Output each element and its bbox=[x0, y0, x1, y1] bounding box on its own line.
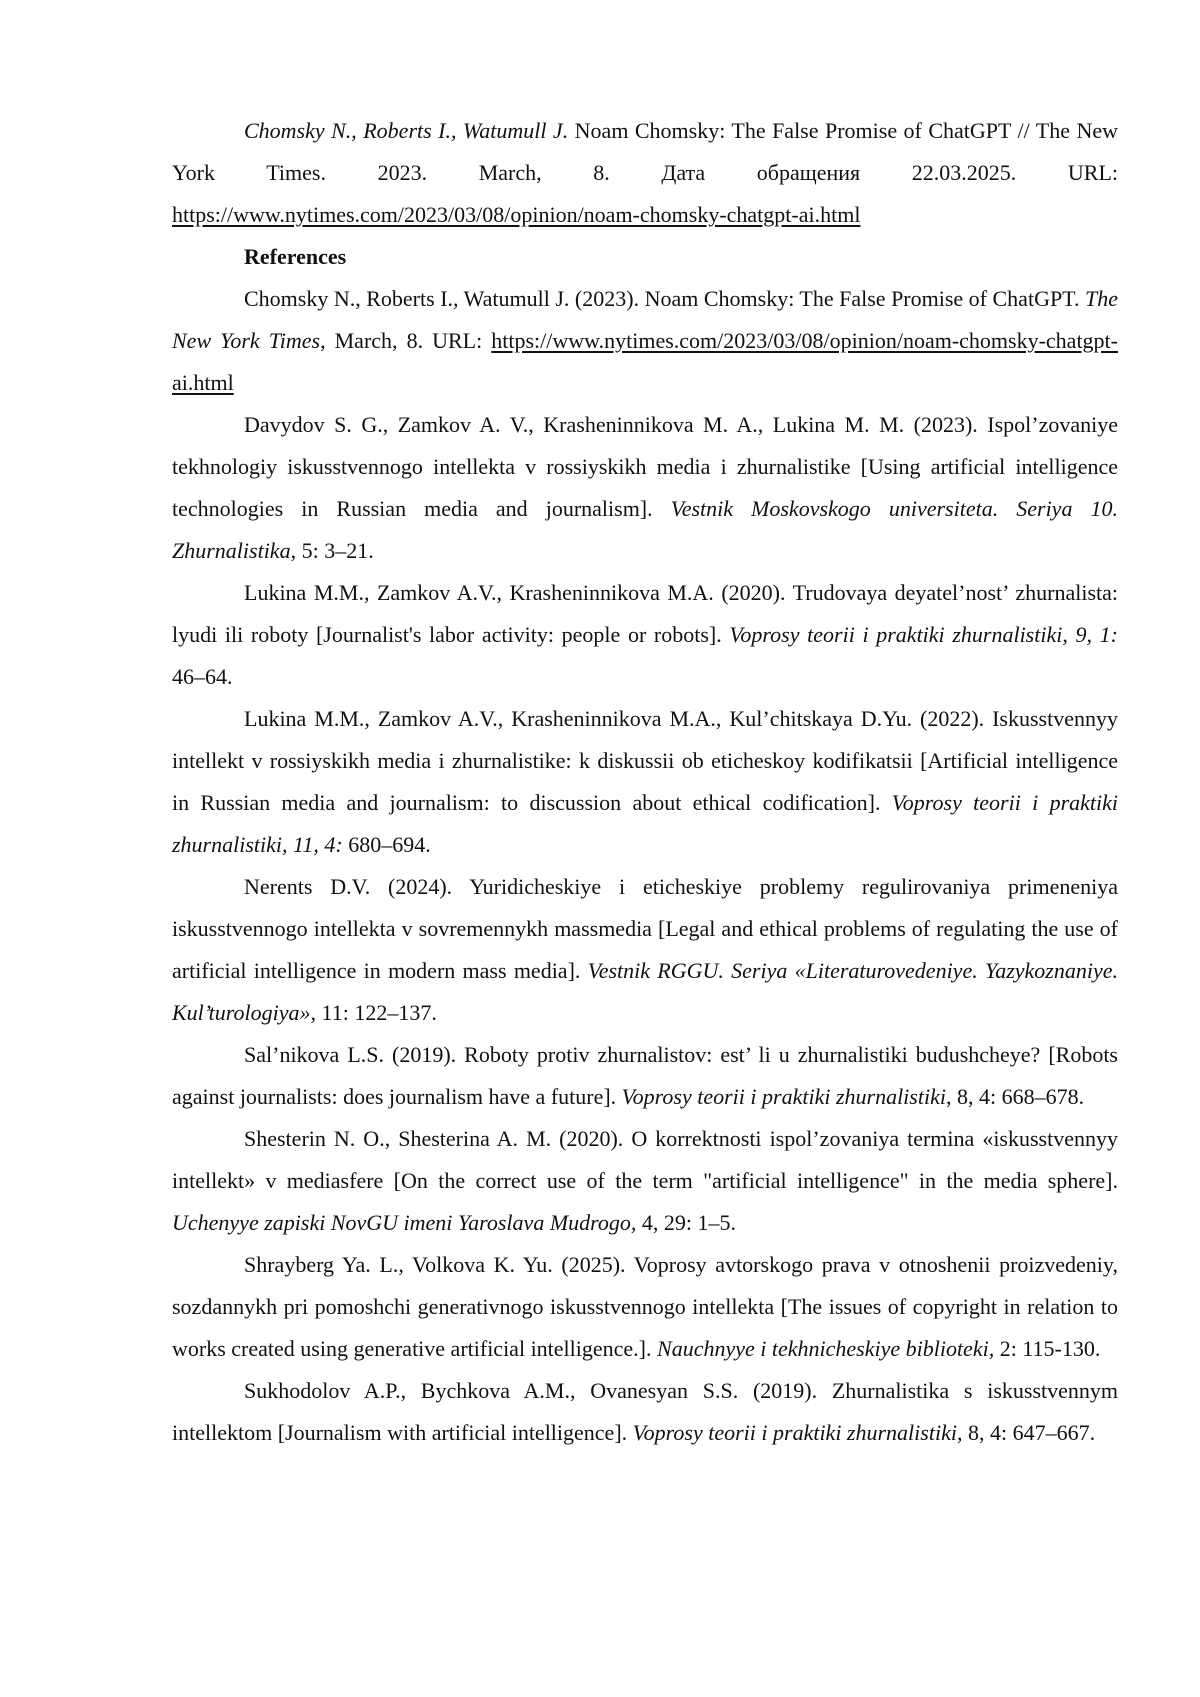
document-page bbox=[172, 110, 1118, 1454]
reference-text: Sal’nikova L.S. (2019). Roboty protiv zhurnalistov: est’ li u zhurnalistiki budushcheye? [Robots against journalists: does journalism have a future]. bbox=[172, 1042, 1118, 1109]
reference-text: Lukina M.M., Zamkov A.V., Krasheninnikova M.A., Kul’chitskaya D.Yu. (2022). Iskusstvennyy intellekt v rossiyskikh media i zhurnalistike: k diskussii ob eticheskoy kodifikatsii [Artificial intelligence in Russian media and journalism: to discussion about ethical codification]. bbox=[172, 706, 1118, 815]
reference-item-lukina-2022 bbox=[172, 698, 1118, 866]
reference-authors: Chomsky N., Roberts I., Watumull J. bbox=[244, 118, 568, 143]
reference-text: Shrayberg Ya. L., Volkova K. Yu. (2025). Voprosy avtorskogo prava v otnoshenii proizvedeniy, sozdannykh pri pomoshchi generativnogo iskusstvennogo intellekta [The issues of copyright in relation to works created using generative artificial intelligence.]. bbox=[172, 1252, 1118, 1361]
reference-source: Voprosy teorii i praktiki zhurnalistiki, 11, 4: bbox=[172, 790, 1118, 857]
reference-item-chomsky bbox=[172, 278, 1118, 404]
reference-item-lukina-2020 bbox=[172, 572, 1118, 698]
reference-source: The New York Times bbox=[172, 286, 1118, 353]
reference-item-shrayberg bbox=[172, 1244, 1118, 1370]
reference-details: 46–64. bbox=[172, 664, 233, 689]
reference-url-link[interactable]: https://www.nytimes.com/2023/03/08/opinion/noam-chomsky-chatgpt-ai.html bbox=[172, 328, 1118, 395]
reference-source: Voprosy teorii i praktiki zhurnalistiki bbox=[622, 1084, 946, 1109]
reference-item-shesterin bbox=[172, 1118, 1118, 1244]
reference-details: , 8, 4: 668–678. bbox=[946, 1084, 1084, 1109]
reference-details: , 8, 4: 647–667. bbox=[957, 1420, 1095, 1445]
reference-text: Chomsky N., Roberts I., Watumull J. (2023). Noam Chomsky: The False Promise of ChatGPT. bbox=[244, 286, 1085, 311]
reference-url-link[interactable]: https://www.nytimes.com/2023/03/08/opinion/noam-chomsky-chatgpt-ai.html bbox=[172, 202, 860, 227]
reference-source: Nauchnyye i tekhnicheskiye biblioteki, bbox=[657, 1336, 994, 1361]
reference-source: Vestnik RGGU. Seriya «Literaturovedeniye. Yazykoznaniye. Kul’turologiya», bbox=[172, 958, 1118, 1025]
reference-item-salnikova bbox=[172, 1034, 1118, 1118]
reference-item-davydov bbox=[172, 404, 1118, 572]
reference-source: Voprosy teorii i praktiki zhurnalistiki bbox=[633, 1420, 957, 1445]
reference-source: Voprosy teorii i praktiki zhurnalistiki, 9, 1: bbox=[729, 622, 1118, 647]
reference-details: 680–694. bbox=[343, 832, 431, 857]
references-heading: References bbox=[172, 236, 1118, 278]
reference-text: Sukhodolov A.P., Bychkova A.M., Ovanesyan S.S. (2019). Zhurnalistika s iskusstvennym intellektom [Journalism with artificial intelligence]. bbox=[172, 1378, 1118, 1445]
reference-chomsky-ru bbox=[172, 110, 1118, 236]
reference-item-nerents bbox=[172, 866, 1118, 1034]
reference-details: , March, 8. URL: bbox=[320, 328, 491, 353]
reference-source: Uchenyye zapiski NovGU imeni Yaroslava Mudrogo, bbox=[172, 1210, 636, 1235]
reference-details: 2: 115-130. bbox=[994, 1336, 1100, 1361]
reference-details: 11: 122–137. bbox=[316, 1000, 437, 1025]
reference-text: Davydov S. G., Zamkov A. V., Krasheninnikova M. A., Lukina M. M. (2023). Ispol’zovaniye tekhnologiy iskusstvennogo intellekta v rossiyskikh media i zhurnalistike [Using artificial intelligence technologies in Russian media and journalism]. bbox=[172, 412, 1118, 521]
reference-text: Lukina M.M., Zamkov A.V., Krasheninnikova M.A. (2020). Trudovaya deyatel’nost’ zhurnalista: lyudi ili roboty [Journalist's labor activity: people or robots]. bbox=[172, 580, 1118, 647]
reference-text: Noam Chomsky: The False Promise of ChatGPT // The New York Times. 2023. March, 8. Дата обращения 22.03.2025. URL: bbox=[172, 118, 1118, 185]
reference-source: Vestnik Moskovskogo universiteta. Seriya 10. Zhurnalistika bbox=[172, 496, 1118, 563]
reference-text: Nerents D.V. (2024). Yuridicheskiye i eticheskiye problemy regulirovaniya primeneniya iskusstvennogo intellekta v sovremennykh massmedia [Legal and ethical problems of regulating the use of artificial intelligence in modern mass media]. bbox=[172, 874, 1118, 983]
reference-item-sukhodolov bbox=[172, 1370, 1118, 1454]
reference-details: , 5: 3–21. bbox=[291, 538, 374, 563]
reference-details: 4, 29: 1–5. bbox=[636, 1210, 736, 1235]
reference-text: Shesterin N. O., Shesterina A. M. (2020). O korrektnosti ispol’zovaniya termina «iskusstvennyy intellekt» v mediasfere [On the correct use of the term "artificial intelligence" in the media sphere]. bbox=[172, 1126, 1118, 1193]
